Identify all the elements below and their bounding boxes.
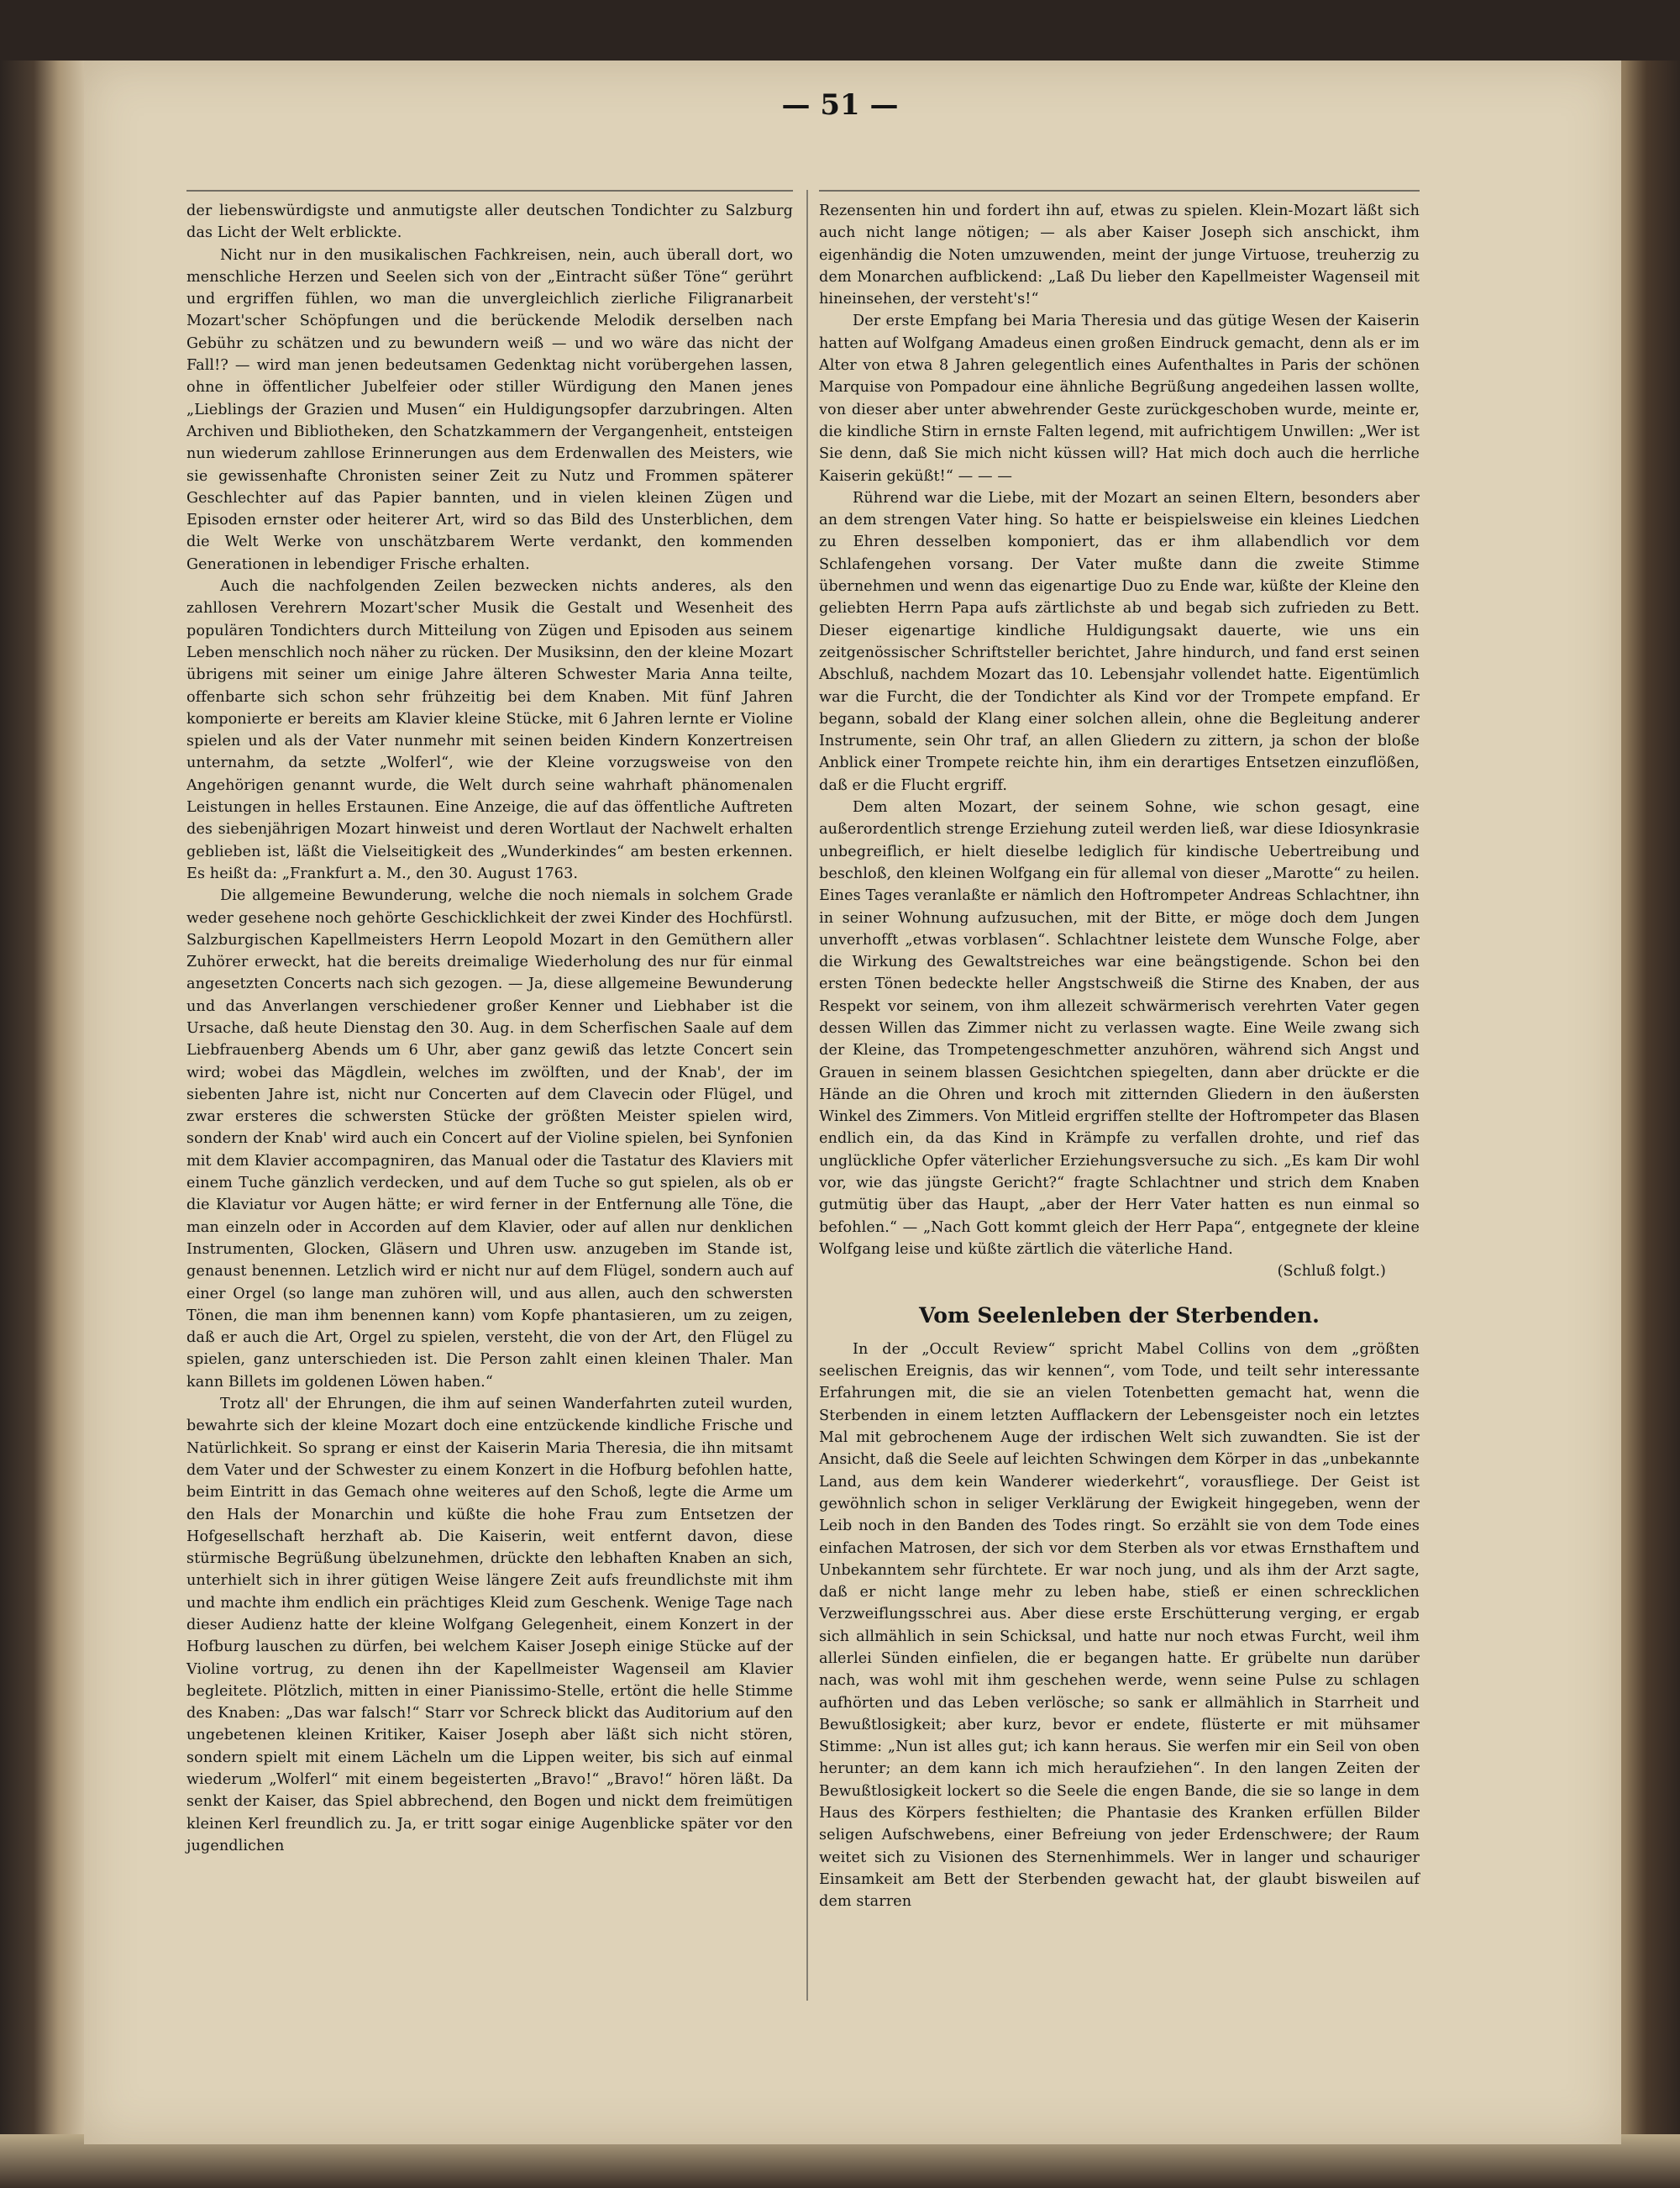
paragraph: der liebenswürdigste und anmutigste aller deutschen Tondichter zu Salzburg das Licht der Welt erblickte. xyxy=(186,202,793,242)
paragraph: Die allgemeine Bewunderung, welche die noch niemals in solchem Grade weder gesehene noch gehörte Geschicklichkeit der zwei Kinder des Hochfürstl. Salzburgischen Kapellmeisters Herrn Leopold Mozart in den Gemüthern aller Zuhörer erweckt, hat die bereits dreimalige Wiederholung des nur für einmal angesetzten Concerts nach sich gezogen. — Ja, diese allgemeine Bewunderung und das Anverlangen verschiedener großer Kenner und Liebhaber ist die Ursache, daß heute Dienstag den 30. Aug. in dem Scherfischen Saale auf dem Liebfrauenberg Abends um 6 Uhr, aber ganz gewiß das letzte Concert sein wird; wobei das Mägdlein, welches im zwölften, und der Knab', der im siebenten Jahre ist, nicht nur Concerten auf dem Clavecin oder Flügel, und zwar ersteres die schwersten Stücke der größten Meister spielen wird, sondern der Knab' wird auch ein Concert auf der Violine spielen, bei Synfonien mit dem Klavier accompagniren, das Manual oder die Tastatur des Klaviers mit einem Tuche gänzlich verdecken, und auf dem Tuche so gut spielen, als ob er die Klaviatur vor Augen hätte; er wird ferner in der Entfernung alle Töne, die man einzeln oder in Accorden auf dem Klavier, oder auf allen nur denklichen Instrumenten, Glocken, Gläsern und Uhren usw. anzugeben im Stande ist, genaust benennen. Letzlich wird er nicht nur auf dem Flügel, sondern auch auf einer Orgel (so lange man zuhören will, und aus allen, auch den schwersten Tönen, die man ihm benennen kann) vom Kopfe phantasieren, um zu zeigen, daß er auch die Art, Orgel zu spielen, versteht, die von der Art, den Flügel zu spielen, ganz unterschieden ist. Die Person zahlt einen kleinen Thaler. Man kann Billets im goldenen Löwen haben.“ xyxy=(186,887,793,1391)
paragraph: Rezensenten hin und fordert ihn auf, etwas zu spielen. Klein-Mozart läßt sich auch nicht lange nötigen; — als aber Kaiser Joseph sich anschickt, ihm eigenhändig die Noten umzuwenden, meint der junge Virtuose, treuherzig zu dem Monarchen aufblickend: „Laß Du lieber den Kapellmeister Wagenseil mit hineinsehen, der versteht's!“ xyxy=(819,202,1420,308)
header-rule-right xyxy=(819,190,1420,192)
article-title: Vom Seelenleben der Sterbenden. xyxy=(919,1302,1320,1328)
header-rule-left xyxy=(186,190,793,192)
page-number: — 51 — xyxy=(781,88,899,122)
paragraph: Dem alten Mozart, der seinem Sohne, wie schon gesagt, eine außerordentlich strenge Erziehung zuteil werden ließ, war diese Idiosynkrasie unbegreiflich, er hielt dieselbe lediglich für kindische Uebertreibung und beschloß, den kleinen Wolfgang ein für allemal von dieser „Marotte“ zu heilen. Eines Tages veranlaßte er nämlich den Hoftrompeter Andreas Schlachtner, ihn in seiner Wohnung aufzusuchen, mit der Bitte, er möge doch dem Jungen unverhofft „etwas vorblasen“. Schlachtner leistete dem Wunsche Folge, aber die Wirkung des Gewaltstreiches war eine beängstigende. Schon bei den ersten Tönen bedeckte heller Angstschweiß die Stirne des Knaben, der aus Respekt vor seinem, von ihm allezeit schwärmerisch verehrten Vater gegen dessen Willen das Zimmer nicht zu verlassen wagte. Eine Weile zwang sich der Kleine, das Trompetengeschmetter anzuhören, während sich Angst und Grauen in seinem blassen Gesichtchen spiegelten, dann aber drückte er die Hände an die Ohren und kroch mit zitternden Gliedern in den äußersten Winkel des Zimmers. Von Mitleid ergriffen stellte der Hoftrompeter das Blasen endlich ein, da das Kind in Krämpfe zu verfallen drohte, und rief das unglückliche Opfer väterlicher Erziehungsversuche zu sich. „Es kam Dir wohl vor, wie das jüngste Gericht?“ fragte Schlachtner und strich dem Knaben gutmütig über das Haupt, „aber der Herr Vater hatten es nun einmal so befohlen.“ — „Nach Gott kommt gleich der Herr Papa“, entgegnete der kleine Wolfgang leise und küßte zärtlich die väterliche Hand. xyxy=(819,799,1420,1258)
paragraph: In der „Occult Review“ spricht Mabel Collins von dem „größten seelischen Ereignis, das wir kennen“, vom Tode, und teilt sehr interessante Erfahrungen mit, die sie an vielen Totenbetten gemacht hat, wenn die Sterbenden in einem letzten Aufflackern der Lebensgeister noch ein letztes Mal mit gebrochenem Auge der irdischen Welt sich zuwandten. Sie ist der Ansicht, daß die Seele auf leichten Schwingen dem Körper in das „unbekannte Land, aus dem kein Wanderer wiederkehrt“, vorausfliege. Der Geist ist gewöhnlich schon in seliger Verklärung der Ewigkeit hingegeben, wenn der Leib noch in den Banden des Todes ringt. So erzählt sie von dem Tode eines einfachen Matrosen, der sich vor dem Sterben als vor etwas Ernsthaftem und Unbekanntem sehr fürchtete. Er war noch jung, und als ihm der Arzt sagte, daß er nicht lange mehr zu leben habe, stieß er einen schrecklichen Verzweiflungsschrei aus. Aber diese erste Erschütterung verging, er ergab sich allmählich in sein Schicksal, und hatte nur noch etwas Furcht, weil ihm allerlei Sünden einfielen, die er begangen hatte. Er grübelte nun darüber nach, was wohl mit ihm geschehen werde, wenn seine Pulse zu schlagen aufhörten und das Leben verlösche; so sank er allmählich in Starrheit und Bewußtlosigkeit; aber kurz, bevor er endete, flüsterte er mit mühsamer Stimme: „Nun ist alles gut; ich kann heraus. Sie werfen mir ein Seil von oben herunter; an dem kann ich mich heraufziehen“. In den langen Zeiten der Bewußtlosigkeit lockert so die Seele die engen Bande, die sie so lange in dem Haus des Körpers festhielten; die Phantasie des Kranken erfüllen Bilder seligen Aufschwebens, einer Befreiung von jeder Erdenschwere; der Raum weitet sich zu Visionen des Sternenhimmels. Wer in langer und schauriger Einsamkeit am Bett der Sterbenden gewacht hat, der glaubt bisweilen auf dem starren xyxy=(819,1340,1420,1911)
paragraph: Der erste Empfang bei Maria Theresia und das gütige Wesen der Kaiserin hatten auf Wolfgang Amadeus einen großen Eindruck gemacht, denn als er im Alter von etwa 8 Jahren gelegentlich eines Aufenthaltes in Paris der schönen Marquise von Pompadour eine ähnliche Begrüßung angedeihen lassen wollte, von dieser aber unter abwehrender Geste zurückgeschoben wurde, meinte er, die kindliche Stirn in ernste Falten legend, mit aufrichtigem Unwillen: „Wer ist Sie denn, daß Sie mich nicht küssen will? Hat mich doch auch die herrliche Kaiserin geküßt!“ — — — xyxy=(819,313,1420,485)
to-be-continued-note: (Schluß folgt.) xyxy=(1277,1263,1386,1281)
paragraph: Nicht nur in den musikalischen Fachkreisen, nein, auch überall dort, wo menschliche Herzen und Seelen sich von der „Eintracht süßer Töne“ gerührt und ergriffen fühlen, wo man die unvergleichlich zierliche Filigranarbeit Mozart'scher Schöpfungen und die berückende Melodik derselben nach Gebühr zu schätzen und zu bewundern weiß — und wo wäre das nicht der Fall!? — wird man jenen bedeutsamen Gedenktag nicht vorübergehen lassen, ohne in öffentlicher Jubelfeier oder stiller Würdigung den Manen jenes „Lieblings der Grazien und Musen“ ein Huldigungsopfer darzubringen. Alten Archiven und Bibliotheken, den Schatzkammern der Vergangenheit, entsteigen nun wiederum zahllose Erinnerungen aus dem Erdenwallen des Meisters, wie sie gewissenhafte Chronisten seiner Zeit zu Nutz und Frommen späterer Geschlechter auf das Papier bannten, und in vielen kleinen Zügen und Episoden ernster oder heiterer Art, wird so das Bild des Unsterblichen, dem die Welt Werke von unschätzbarem Werte verdankt, den kommenden Generationen in lebendiger Frische erhalten. xyxy=(186,246,793,573)
paragraph: Rührend war die Liebe, mit der Mozart an seinen Eltern, besonders aber an dem strengen Vater hing. So hatte er beispielsweise ein kleines Liedchen zu Ehren desselben komponiert, das er ihm allabendlich vor dem Schlafengehen vorsang. Der Vater mußte dann die zweite Stimme übernehmen und wenn das eigenartige Duo zu Ende war, küßte der Kleine den geliebten Herrn Papa aufs zärtlichste ab und begab sich zufrieden zu Bett. Dieser eigenartige kindliche Huldigungsakt dauerte, wie uns ein zeitgenössischer Schriftsteller berichtet, Jahre hindurch, und fand erst seinen Abschluß, nachdem Mozart das 10. Lebensjahr vollendet hatte. Eigentümlich war die Furcht, die der Tondichter als Kind vor der Trompete empfand. Er begann, sobald der Klang einer solchen allein, ohne die Begleitung anderer Instrumente, sein Ohr traf, an allen Gliedern zu zittern, ja schon der bloße Anblick einer Trompete reichte hin, ihm ein derartiges Entsetzen einzuflößen, daß er die Flucht ergriff. xyxy=(819,489,1420,794)
paragraph: Trotz all' der Ehrungen, die ihm auf seinen Wanderfahrten zuteil wurden, bewahrte sich der kleine Mozart doch eine entzückende kindliche Frische und Natürlichkeit. So sprang er einst der Kaiserin Maria Theresia, die ihn mitsamt dem Vater und der Schwester zu einem Konzert in die Hofburg befohlen hatte, beim Eintritt in das Gemach ohne weiteres auf den Schoß, legte die Arme um den Hals der Monarchin und küßte die hohe Frau zum Entsetzen der Hofgesellschaft herzhaft ab. Die Kaiserin, weit entfernt davon, diese stürmische Begrüßung übelzunehmen, drückte den lebhaften Knaben an sich, unterhielt sich in ihrer gütigen Weise längere Zeit aufs freundlichste mit ihm und machte ihm endlich ein prächtiges Kleid zum Geschenk. Wenige Tage nach dieser Audienz hatte der kleine Wolfgang Gelegenheit, einem Konzert in der Hofburg lauschen zu dürfen, bei welchem Kaiser Joseph einige Stücke auf der Violine vortrug, zu denen ihn der Kapellmeister Wagenseil am Klavier begleitete. Plötzlich, mitten in einer Pianissimo-Stelle, ertönt die helle Stimme des Knaben: „Das war falsch!“ Starr vor Schreck blickt das Auditorium auf den ungebetenen kleinen Kritiker, Kaiser Joseph aber läßt sich nicht stören, sondern spielt mit einem Lächeln um die Lippen weiter, bis sich auf einmal wiederum „Wolferl“ mit einem begeisterten „Bravo!“ „Bravo!“ hören läßt. Da senkt der Kaiser, das Spiel abbrechend, den Bogen und nickt dem freimütigen kleinen Kerl freundlich zu. Ja, er tritt sogar einige Augenblicke später vor den jugendlichen xyxy=(186,1396,793,1854)
left-column xyxy=(186,200,793,1857)
column-divider xyxy=(806,190,808,2001)
right-column xyxy=(819,200,1420,1913)
top-shadow xyxy=(0,0,1680,60)
paragraph: Auch die nachfolgenden Zeilen bezwecken nichts anderes, als den zahllosen Verehrern Mozart'scher Musik die Gestalt und Wesenheit des populären Tondichters durch Mitteilung von Zügen und Episoden aus seinem Leben menschlich noch näher zu rücken. Der Musiksinn, den der kleine Mozart übrigens mit seiner um einige Jahre älteren Schwester Maria Anna teilte, offenbarte sich schon sehr frühzeitig bei dem Knaben. Mit fünf Jahren komponierte er bereits am Klavier kleine Stücke, mit 6 Jahren lernte er Violine spielen und als der Vater nunmehr mit seinen beiden Kindern Konzertreisen unternahm, da setzte „Wolferl“, wie der Kleine vorzugsweise von den Angehörigen genannt wurde, die Welt durch seine wahrhaft phänomenalen Leistungen in helles Erstaunen. Eine Anzeige, die auf das öffentliche Auftreten des siebenjährigen Mozart hinweist und deren Wortlaut der Nachwelt erhalten geblieben ist, läßt die Vielseitigkeit des „Wunderkindes“ am besten erkennen. Es heißt da: „Frankfurt a. M., den 30. August 1763. xyxy=(186,578,793,882)
